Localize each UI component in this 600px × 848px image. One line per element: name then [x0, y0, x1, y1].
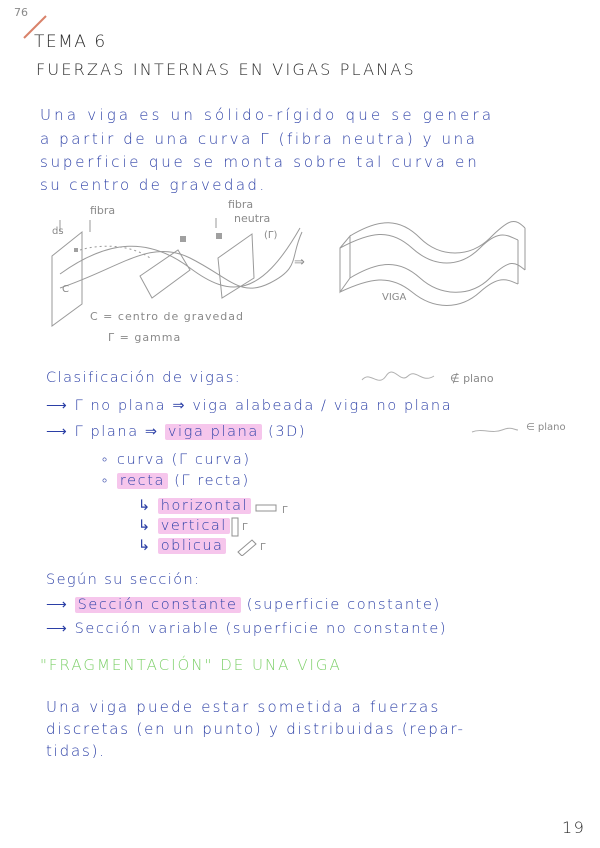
fragmentacion-heading: "FRAGMENTACIÓN" DE UNA VIGA	[40, 656, 342, 674]
legend-c: C = centro de gravedad	[90, 310, 244, 323]
fragmentacion-line-1: Una viga puede estar sometida a fuerzas	[46, 698, 441, 716]
label-gamma: (Γ)	[264, 230, 278, 241]
sub-horizontal	[138, 498, 251, 514]
beam-diagram	[40, 198, 560, 348]
legend-gamma: Γ = gamma	[108, 331, 182, 344]
label-viga: VIGA	[382, 292, 407, 303]
svg-text:Γ: Γ	[282, 505, 288, 516]
intro-line-1: Una viga es un sólido-rígido que se genera	[40, 106, 495, 124]
bullet-recta	[100, 473, 250, 489]
recta-highlight: recta	[117, 473, 168, 489]
line2-suffix: (3D)	[268, 424, 307, 440]
seccion-line-1	[46, 597, 441, 613]
svg-text:Γ: Γ	[260, 542, 266, 553]
vertical-beam-icon	[230, 516, 260, 538]
label-fibra-neutra-1: fibra	[228, 198, 254, 211]
side-sketch-line	[470, 424, 520, 438]
seccion-constante-highlight: Sección constante	[75, 597, 241, 613]
seccion-line-2: ⟶ Sección variable (superficie no constante)	[46, 621, 448, 637]
vertical-highlight: vertical	[158, 518, 230, 534]
side-sketch-curl	[360, 368, 440, 388]
label-fibra: fibra	[90, 204, 116, 217]
side-note-in-plane: ∈ plano	[526, 422, 566, 433]
clasificacion-line-1: ⟶ Γ no plana ⇒ viga alabeada / viga no plana	[46, 398, 453, 414]
arrow-implies: ⇒	[294, 255, 305, 270]
label-fibra-neutra-2: neutra	[234, 212, 271, 225]
seccion-line1-suffix: (superficie constante)	[246, 597, 441, 613]
fragmentacion-line-3: tidas).	[46, 742, 106, 760]
intro-line-3: superficie que se monta sobre tal curva en	[40, 153, 480, 171]
sub-arrow: ↳	[138, 498, 152, 514]
oblicua-highlight: oblicua	[158, 538, 227, 554]
intro-line-2: a partir de una curva Γ (fibra neutra) y una	[40, 130, 478, 148]
seccion-heading: Según su sección:	[46, 572, 201, 588]
corner-note: 76	[14, 6, 28, 19]
line2-prefix: ⟶ Γ plana ⇒	[46, 424, 159, 440]
label-c: C	[62, 284, 69, 295]
horizontal-highlight: horizontal	[158, 498, 251, 514]
svg-text:Γ: Γ	[242, 522, 248, 533]
sub-oblicua	[138, 538, 226, 554]
intro-line-4: su centro de gravedad.	[40, 176, 267, 194]
recta-suffix: (Γ recta)	[174, 473, 250, 489]
horizontal-beam-icon	[254, 500, 294, 516]
page-title: FUERZAS INTERNAS EN VIGAS PLANAS	[36, 60, 416, 79]
seccion-line1-prefix: ⟶	[46, 597, 69, 613]
sub-arrow: ↳	[138, 518, 152, 534]
viga-plana-highlight: viga plana	[165, 424, 262, 440]
label-ds: ds	[52, 226, 64, 237]
clasificacion-heading: Clasificación de vigas:	[46, 370, 242, 386]
oblique-beam-icon	[234, 536, 274, 556]
page-number: 19	[562, 818, 586, 837]
fragmentacion-line-2: discretas (en un punto) y distribuidas (repar-	[46, 720, 465, 738]
sub-vertical	[138, 518, 230, 534]
theme-title: TEMA 6	[34, 32, 107, 52]
bullet-marker: ∘	[100, 473, 117, 489]
side-note-not-plane: ∉ plano	[450, 372, 494, 385]
clasificacion-line-2	[46, 424, 306, 440]
bullet-curva: ∘ curva (Γ curva)	[100, 452, 251, 468]
sub-arrow: ↳	[138, 538, 152, 554]
